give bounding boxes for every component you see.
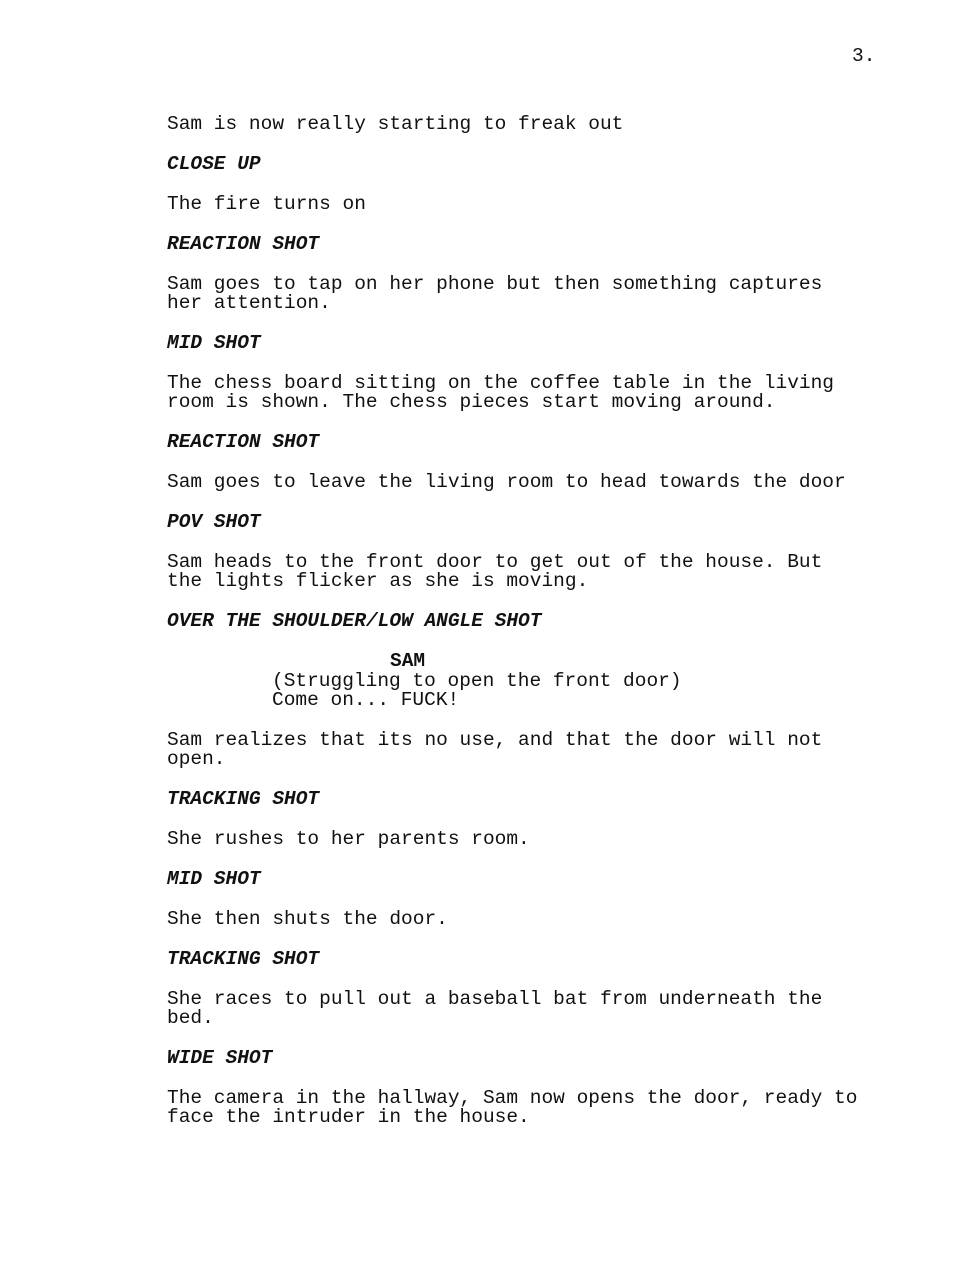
shot-heading: OVER THE SHOULDER/LOW ANGLE SHOT bbox=[167, 610, 542, 632]
action-line: The fire turns on bbox=[167, 193, 366, 215]
shot-heading: CLOSE UP bbox=[167, 153, 261, 175]
action-line: The camera in the hallway, Sam now opens the door, ready to bbox=[167, 1087, 858, 1109]
action-line: She races to pull out a baseball bat from underneath the bbox=[167, 988, 823, 1010]
shot-heading: REACTION SHOT bbox=[167, 431, 320, 453]
action-line: Sam goes to tap on her phone but then something captures bbox=[167, 273, 823, 295]
action-line: the lights flicker as she is moving. bbox=[167, 570, 589, 592]
dialogue-line: Come on... FUCK! bbox=[272, 689, 460, 711]
shot-heading: TRACKING SHOT bbox=[167, 788, 320, 810]
action-line: room is shown. The chess pieces start moving around. bbox=[167, 391, 776, 413]
action-line: bed. bbox=[167, 1007, 214, 1029]
shot-heading: MID SHOT bbox=[167, 332, 261, 354]
action-line: face the intruder in the house. bbox=[167, 1106, 530, 1128]
shot-heading: WIDE SHOT bbox=[167, 1047, 273, 1069]
action-line: Sam realizes that its no use, and that the door will not bbox=[167, 729, 823, 751]
shot-heading: POV SHOT bbox=[167, 511, 261, 533]
shot-heading: MID SHOT bbox=[167, 868, 261, 890]
parenthetical: (Struggling to open the front door) bbox=[272, 670, 682, 692]
action-line: Sam goes to leave the living room to head towards the door bbox=[167, 471, 846, 493]
action-line: her attention. bbox=[167, 292, 331, 314]
shot-heading: REACTION SHOT bbox=[167, 233, 320, 255]
action-line: She rushes to her parents room. bbox=[167, 828, 530, 850]
action-line: The chess board sitting on the coffee table in the living bbox=[167, 372, 835, 394]
action-line: She then shuts the door. bbox=[167, 908, 448, 930]
action-line: Sam is now really starting to freak out bbox=[167, 113, 624, 135]
action-line: Sam heads to the front door to get out of the house. But bbox=[167, 551, 823, 573]
page-number: 3. bbox=[852, 45, 876, 67]
character-name: SAM bbox=[390, 650, 426, 672]
shot-heading: TRACKING SHOT bbox=[167, 948, 320, 970]
action-line: open. bbox=[167, 748, 226, 770]
